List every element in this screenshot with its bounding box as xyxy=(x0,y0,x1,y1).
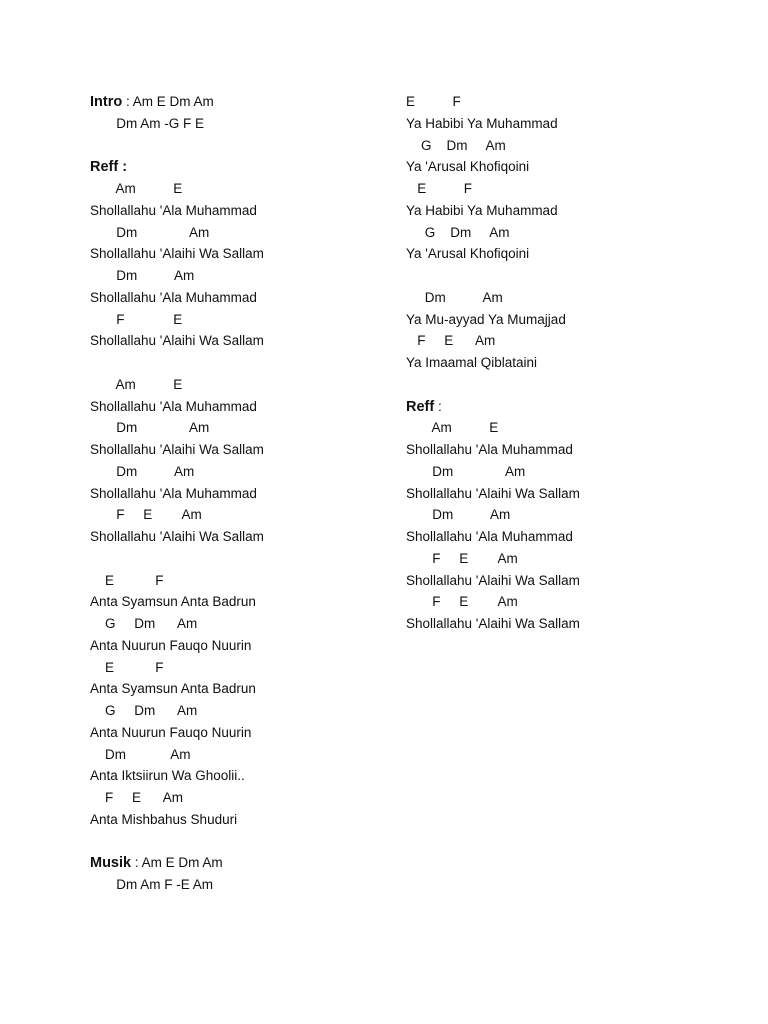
line-text: Am E xyxy=(90,181,183,196)
song-line xyxy=(90,613,390,635)
line-text: : Am E Dm Am xyxy=(131,855,223,871)
line-text: F E Am xyxy=(406,594,518,610)
line-text: Shollallahu 'Ala Muhammad xyxy=(90,202,257,218)
line-text: Ya 'Arusal Khofiqoini xyxy=(406,159,530,175)
line-text: Ya Mu-ayyad Ya Mumajjad xyxy=(406,311,566,327)
blank-line xyxy=(406,374,726,396)
song-line xyxy=(406,591,726,613)
line-text: Shollallahu 'Ala Muhammad xyxy=(90,289,257,305)
song-line xyxy=(90,439,390,461)
song-line xyxy=(90,483,390,505)
song-line xyxy=(406,548,726,570)
line-text: Dm Am xyxy=(406,507,511,523)
song-line xyxy=(90,591,390,613)
line-text: : xyxy=(434,398,442,414)
line-text: E F xyxy=(90,572,164,588)
line-text: Shollallahu 'Alaihi Wa Sallam xyxy=(406,572,580,588)
line-text: Anta Mishbahus Shuduri xyxy=(90,811,238,827)
song-line xyxy=(90,700,390,722)
song-line xyxy=(90,330,390,352)
song-line xyxy=(90,374,390,396)
right-column xyxy=(406,91,726,635)
left-column xyxy=(90,91,390,896)
song-line xyxy=(406,330,726,352)
song-line xyxy=(90,635,390,657)
song-line xyxy=(90,113,390,135)
song-line xyxy=(406,526,726,548)
blank-line xyxy=(90,548,390,570)
section-label: Intro xyxy=(90,94,123,110)
line-text: Shollallahu 'Ala Muhammad xyxy=(406,529,573,544)
line-text: Shollallahu 'Alaihi Wa Sallam xyxy=(406,485,580,501)
song-line xyxy=(90,396,390,418)
blank-line xyxy=(90,831,390,853)
section-label: Musik xyxy=(90,855,132,872)
song-line xyxy=(90,243,390,265)
blank-line xyxy=(90,135,390,157)
song-line xyxy=(90,200,390,222)
song-line xyxy=(406,113,726,135)
line-text: Ya 'Arusal Khofiqoini xyxy=(406,246,530,262)
song-line xyxy=(406,243,726,265)
song-line xyxy=(90,309,390,331)
song-line xyxy=(90,287,390,309)
song-line xyxy=(90,265,390,287)
song-line xyxy=(90,765,390,787)
blank-line xyxy=(90,352,390,374)
line-text: Shollallahu 'Ala Muhammad xyxy=(90,398,257,414)
song-line xyxy=(90,722,390,744)
line-text: Dm Am xyxy=(406,463,526,479)
song-line xyxy=(406,287,726,309)
line-text: Ya Imaamal Qiblataini xyxy=(406,355,538,370)
line-text: Shollallahu 'Alaihi Wa Sallam xyxy=(90,529,264,544)
song-line xyxy=(406,352,726,374)
line-text: Shollallahu 'Alaihi Wa Sallam xyxy=(90,442,264,457)
line-text: F E Am xyxy=(90,507,202,523)
song-line xyxy=(406,222,726,244)
song-line xyxy=(90,874,390,896)
line-text: Dm Am F -E Am xyxy=(90,877,214,892)
line-text: Anta Syamsun Anta Badrun xyxy=(90,594,256,610)
line-text: Dm Am xyxy=(90,268,195,283)
line-text: F E Am xyxy=(406,550,518,566)
song-line xyxy=(406,309,726,331)
section-label: Reff xyxy=(406,398,435,415)
line-text: G Dm Am xyxy=(406,137,506,153)
section-label: Reff : xyxy=(90,159,128,176)
line-text: G Dm Am xyxy=(90,703,198,718)
song-line xyxy=(406,461,726,483)
song-line xyxy=(90,504,390,526)
line-text: F E Am xyxy=(90,790,184,805)
song-line xyxy=(406,613,726,635)
song-line xyxy=(90,461,390,483)
song-line xyxy=(90,178,390,200)
section-heading-line xyxy=(90,852,390,874)
song-line xyxy=(90,417,390,439)
line-text: E F xyxy=(406,181,473,196)
line-text: Dm Am xyxy=(90,746,191,762)
section-heading-line xyxy=(90,156,390,178)
line-text: Anta Nuurun Fauqo Nuurin xyxy=(90,724,252,740)
line-text: Am E xyxy=(406,420,499,436)
line-text: Dm Am -G F E xyxy=(90,115,205,131)
line-text: Shollallahu 'Ala Muhammad xyxy=(406,442,573,457)
line-text: : Am E Dm Am xyxy=(122,94,214,109)
line-text: Shollallahu 'Alaihi Wa Sallam xyxy=(406,616,580,631)
song-line xyxy=(90,657,390,679)
song-line xyxy=(90,570,390,592)
line-text: Shollallahu 'Alaihi Wa Sallam xyxy=(90,246,264,262)
song-line xyxy=(406,178,726,200)
line-text: E F xyxy=(406,94,461,109)
song-line xyxy=(90,222,390,244)
line-text: F E xyxy=(90,311,183,327)
song-line xyxy=(90,787,390,809)
section-heading-line xyxy=(406,396,726,418)
line-text: Dm Am xyxy=(90,420,210,436)
line-text: Anta Iktsiirun Wa Ghoolii.. xyxy=(90,768,245,784)
song-line xyxy=(406,135,726,157)
song-line xyxy=(406,504,726,526)
line-text: F E Am xyxy=(406,333,496,349)
line-text: Shollallahu 'Alaihi Wa Sallam xyxy=(90,333,264,349)
line-text: Dm Am xyxy=(90,463,195,479)
song-line xyxy=(90,744,390,766)
song-line xyxy=(90,678,390,700)
song-line xyxy=(406,483,726,505)
line-text: Shollallahu 'Ala Muhammad xyxy=(90,485,257,501)
line-text: G Dm Am xyxy=(406,224,510,240)
line-text: Anta Syamsun Anta Badrun xyxy=(90,681,256,697)
line-text: Am E xyxy=(90,376,183,392)
line-text: Ya Habibi Ya Muhammad xyxy=(406,115,558,131)
line-text: Dm Am xyxy=(90,224,210,240)
song-line xyxy=(406,91,726,113)
line-text: Dm Am xyxy=(406,289,503,305)
song-line xyxy=(406,200,726,222)
line-text: Anta Nuurun Fauqo Nuurin xyxy=(90,637,252,653)
song-line xyxy=(406,417,726,439)
song-line xyxy=(406,156,726,178)
blank-line xyxy=(406,265,726,287)
line-text: G Dm Am xyxy=(90,616,198,631)
line-text: E F xyxy=(90,659,164,675)
song-line xyxy=(90,809,390,831)
line-text: Ya Habibi Ya Muhammad xyxy=(406,202,558,218)
song-line xyxy=(90,526,390,548)
song-line xyxy=(406,570,726,592)
song-line xyxy=(406,439,726,461)
section-heading-line xyxy=(90,91,390,113)
